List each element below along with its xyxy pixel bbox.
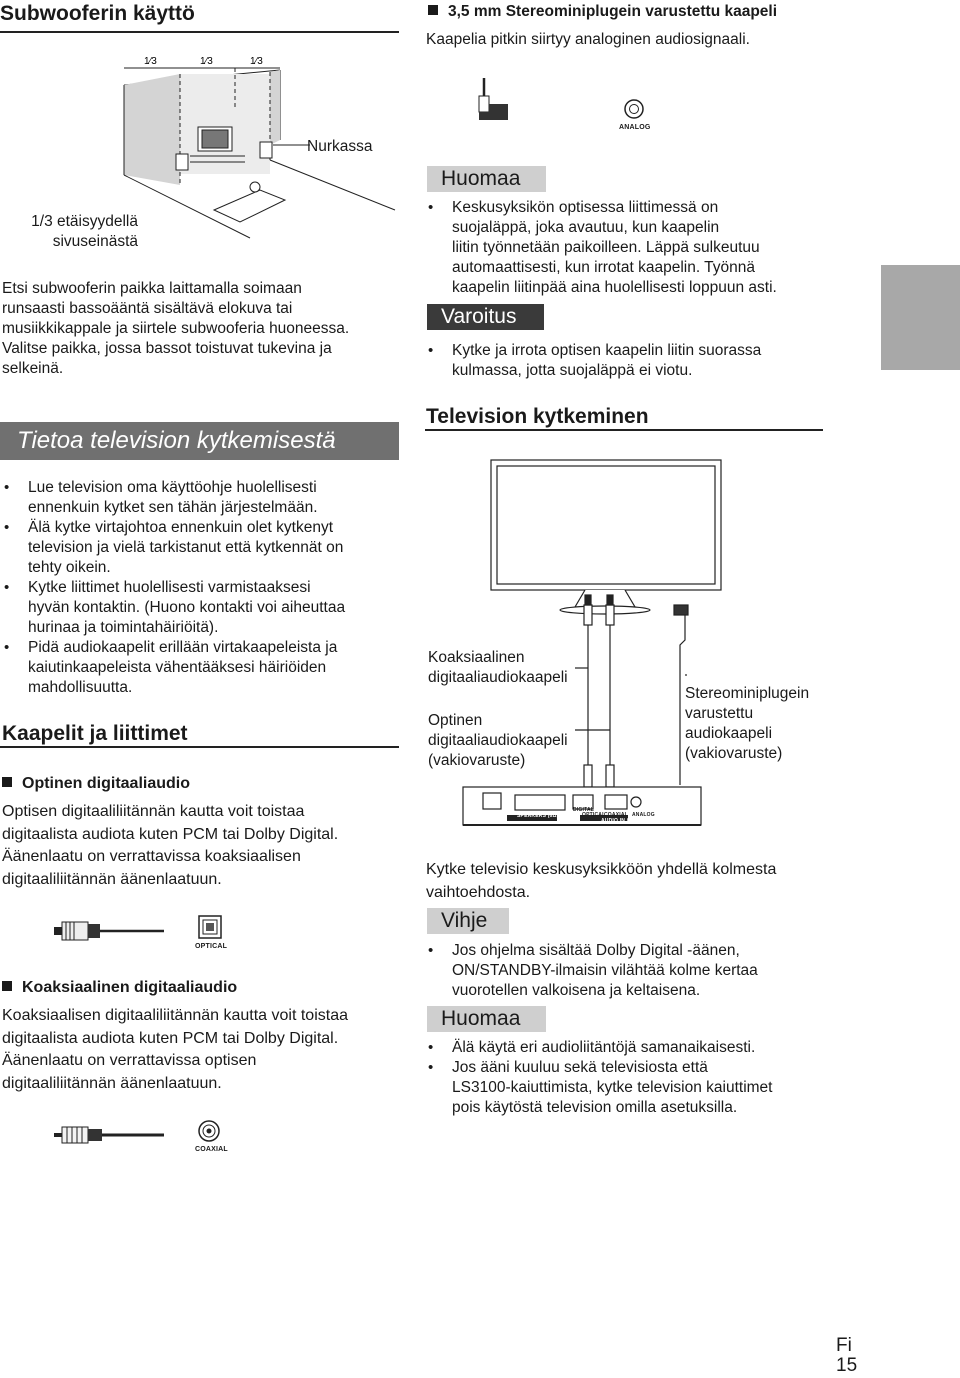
note1-header <box>427 166 546 192</box>
list-item-line: liitin työnnetään paikoilleen. Läppä sulkeutuu <box>452 239 760 256</box>
label-distance <box>20 212 138 252</box>
note2-list <box>426 1038 846 1118</box>
cables-title: Kaapelit ja liittimet <box>2 722 188 745</box>
label-line: digitaaliaudiokaapeli <box>428 732 568 749</box>
list-item-line: ennenkuin kytket sen tähän järjestelmään. <box>28 499 318 516</box>
list-item <box>426 341 846 381</box>
label-distance-line: 1/3 etäisyydellä <box>31 213 138 230</box>
label-coaxial-cable <box>428 648 568 688</box>
label-stereo-cable <box>685 684 809 764</box>
footer-lang: Fi <box>836 1335 852 1356</box>
list-item <box>2 638 400 698</box>
paragraph-line: Koaksiaalisen digitaaliliitännän kautta voit toistaa <box>2 1007 348 1024</box>
list-item <box>2 518 400 578</box>
tv-tips-list <box>2 478 400 698</box>
fraction-label-1: 1⁄3 <box>144 56 157 67</box>
cables-title-rule <box>0 746 399 748</box>
warning-tag: Varoitus <box>427 304 544 330</box>
paragraph-line: Äänenlaatu on verrattavissa koaksiaalisen <box>2 848 301 865</box>
paragraph-line: Kytke televisio keskusyksikköön yhdellä kolmesta <box>426 861 777 878</box>
paragraph-line: Etsi subwooferin paikka laittamalla soimaan <box>2 280 302 297</box>
list-item-line: kulmassa, jotta suojaläppä ei viotu. <box>452 362 693 379</box>
tip-tag: Vihje <box>427 908 509 934</box>
note-tag: Huomaa <box>427 1006 546 1032</box>
label-distance-line: sivuseinästä <box>52 233 138 250</box>
tip-header <box>427 908 509 934</box>
stereo-text: Kaapelia pitkin siirtyy analoginen audiosignaali. <box>426 31 750 48</box>
subwoofer-paragraph <box>2 279 402 379</box>
paragraph-line: digitaaliliitännän äänenlaatuun. <box>2 1074 222 1092</box>
label-nurkassa: Nurkassa <box>307 138 373 155</box>
label-line: Koaksiaalinen <box>428 649 525 666</box>
list-item-line: • Lue television oma käyttöohje huolellisesti <box>28 479 317 496</box>
paragraph-line: Äänenlaatu on verrattavissa optisen <box>2 1052 257 1069</box>
paragraph-line: Valitse paikka, jossa bassot toistuvat tukevina ja <box>2 340 332 357</box>
coaxial-heading <box>2 979 237 997</box>
paragraph-line: Optisen digitaaliliitännän kautta voit toistaa <box>2 803 305 820</box>
stereo-heading-text: 3,5 mm Stereominiplugein varustettu kaapeli <box>448 3 778 20</box>
fraction-label-3: 1⁄3 <box>250 56 263 67</box>
list-item-line: • Pidä audiokaapelit erillään virtakaapeleista ja <box>28 639 338 656</box>
unit-audio-in-label: AUDIO IN (TV) <box>601 818 638 824</box>
list-item <box>426 198 846 298</box>
list-item-line: television ja vielä tarkistanut että kytkennät on <box>28 539 344 556</box>
square-bullet-icon <box>2 777 12 787</box>
warning-header <box>427 304 544 330</box>
section-title: Subwooferin käyttö <box>0 2 195 25</box>
label-line: digitaaliaudiokaapeli <box>428 669 568 686</box>
note-tag: Huomaa <box>427 166 546 192</box>
optical-jack-label: OPTICAL <box>195 943 228 950</box>
optical-plug-icon <box>52 914 167 948</box>
coaxial-jack-icon <box>196 1118 222 1144</box>
list-item <box>2 478 400 518</box>
list-item-line: kaapelin liitinpää aina huolellisesti loppuun asti. <box>452 279 777 296</box>
square-bullet-icon <box>428 5 438 15</box>
list-item-line: hurinaa ja toimintahäiriöitä). <box>28 619 219 636</box>
tv-connect-title: Television kytkeminen <box>426 405 649 428</box>
tv-info-banner: Tietoa television kytkemisestä <box>0 422 399 460</box>
list-item-line: • Älä kytke virtajohtoa ennenkuin olet kytkenyt <box>28 519 334 536</box>
list-item <box>426 1038 846 1058</box>
unit-digital-label: DIGITAL <box>573 807 595 813</box>
list-item-line: automaattisesti, kun irrotat kaapelin. Työnnä <box>452 259 755 276</box>
list-item-line: • Jos ohjelma sisältää Dolby Digital -äänen, <box>452 942 740 959</box>
title-rule <box>0 31 399 33</box>
unit-coaxial-label: COAXIAL <box>604 812 628 818</box>
stereo-heading <box>428 3 777 21</box>
label-optical-cable <box>428 711 568 771</box>
paragraph-line: digitaalista audiota kuten PCM tai Dolby Digital. <box>2 1029 339 1047</box>
paragraph-line: digitaaliliitännän äänenlaatuun. <box>2 870 222 888</box>
list-item-line: pois käytöstä television omilla asetuksilla. <box>452 1099 738 1116</box>
list-item <box>426 1058 846 1118</box>
connect-paragraph <box>426 859 846 904</box>
side-tab <box>881 265 960 370</box>
paragraph-line: vaihtoehdosta. <box>426 883 531 901</box>
coaxial-paragraph <box>2 1005 400 1095</box>
list-item-line: ON/STANDBY-ilmaisin vilähtää kolme kertaa <box>452 962 758 979</box>
list-item-line: • Jos ääni kuuluu sekä televisiosta että <box>452 1059 708 1076</box>
coaxial-plug-icon <box>52 1122 167 1148</box>
unit-optical-label: OPTICAL <box>582 812 606 818</box>
coaxial-heading-text: Koaksiaalinen digitaaliaudio <box>22 979 238 996</box>
list-item-line: hyvän kontaktin. (Huono kontakti voi aiheuttaa <box>28 599 346 616</box>
fraction-label-2: 1⁄3 <box>200 56 213 67</box>
note1-list <box>426 198 846 298</box>
label-line: Optinen <box>428 712 483 729</box>
list-item-line: vuorotellen valkoisena ja keltaisena. <box>452 982 701 999</box>
list-item-line: • Keskusyksikön optisessa liittimessä on <box>452 199 719 216</box>
list-item-line: tehty oikein. <box>28 559 111 576</box>
unit-speakers-label: SPEAKERS (6Ω) <box>517 813 559 819</box>
list-item <box>426 941 846 1001</box>
warning-list <box>426 341 846 381</box>
square-bullet-icon <box>2 981 12 991</box>
section-title-subwoofer-wrap <box>0 2 400 30</box>
optical-jack-icon <box>196 913 224 941</box>
paragraph-line: musiikkikappale ja siirtele subwooferia huoneessa. <box>2 320 350 337</box>
label-line: (vakiovaruste) <box>428 752 526 769</box>
label-line: varustettu <box>685 705 754 722</box>
tv-connect-rule <box>425 429 823 431</box>
label-line: audiokaapeli <box>685 725 773 742</box>
list-item-line: • Älä käytä eri audioliitäntöjä samanaikaisesti. <box>452 1039 756 1056</box>
list-item-line: kaiutinkaapeleista vähentääksesi häiriöiden <box>28 659 327 676</box>
paragraph-line: digitaalista audiota kuten PCM tai Dolby Digital. <box>2 825 339 843</box>
mini-plug-icon <box>472 76 514 124</box>
list-item-line: suojaläppä, joka avautuu, kun kaapelin <box>452 219 720 236</box>
list-item-line: mahdollisuutta. <box>28 679 133 696</box>
page-number: 15 <box>836 1355 858 1376</box>
optical-paragraph <box>2 801 400 891</box>
analog-jack-label: ANALOG <box>619 124 651 131</box>
paragraph-line: runsaasti bassoääntä sisältävä elokuva tai <box>2 300 293 317</box>
list-item-line: LS3100-kaiuttimista, kytke television kaiuttimet <box>452 1079 773 1096</box>
list-item-line: • Kytke liittimet huolellisesti varmistaaksesi <box>28 579 311 596</box>
optical-heading-text: Optinen digitaaliaudio <box>22 775 190 792</box>
analog-jack-icon <box>623 98 645 120</box>
optical-heading <box>2 775 190 793</box>
note2-header <box>427 1006 546 1032</box>
label-line: (vakiovaruste) <box>685 745 783 762</box>
paragraph-line: selkeinä. <box>2 360 64 377</box>
list-item-line: • Kytke ja irrota optisen kaapelin liitin suorassa <box>452 342 762 359</box>
coaxial-jack-label: COAXIAL <box>195 1146 228 1153</box>
list-item <box>2 578 400 638</box>
tip-list <box>426 941 846 1001</box>
label-line: Stereominiplugein <box>685 685 810 702</box>
unit-analog-label: ANALOG <box>632 812 655 818</box>
